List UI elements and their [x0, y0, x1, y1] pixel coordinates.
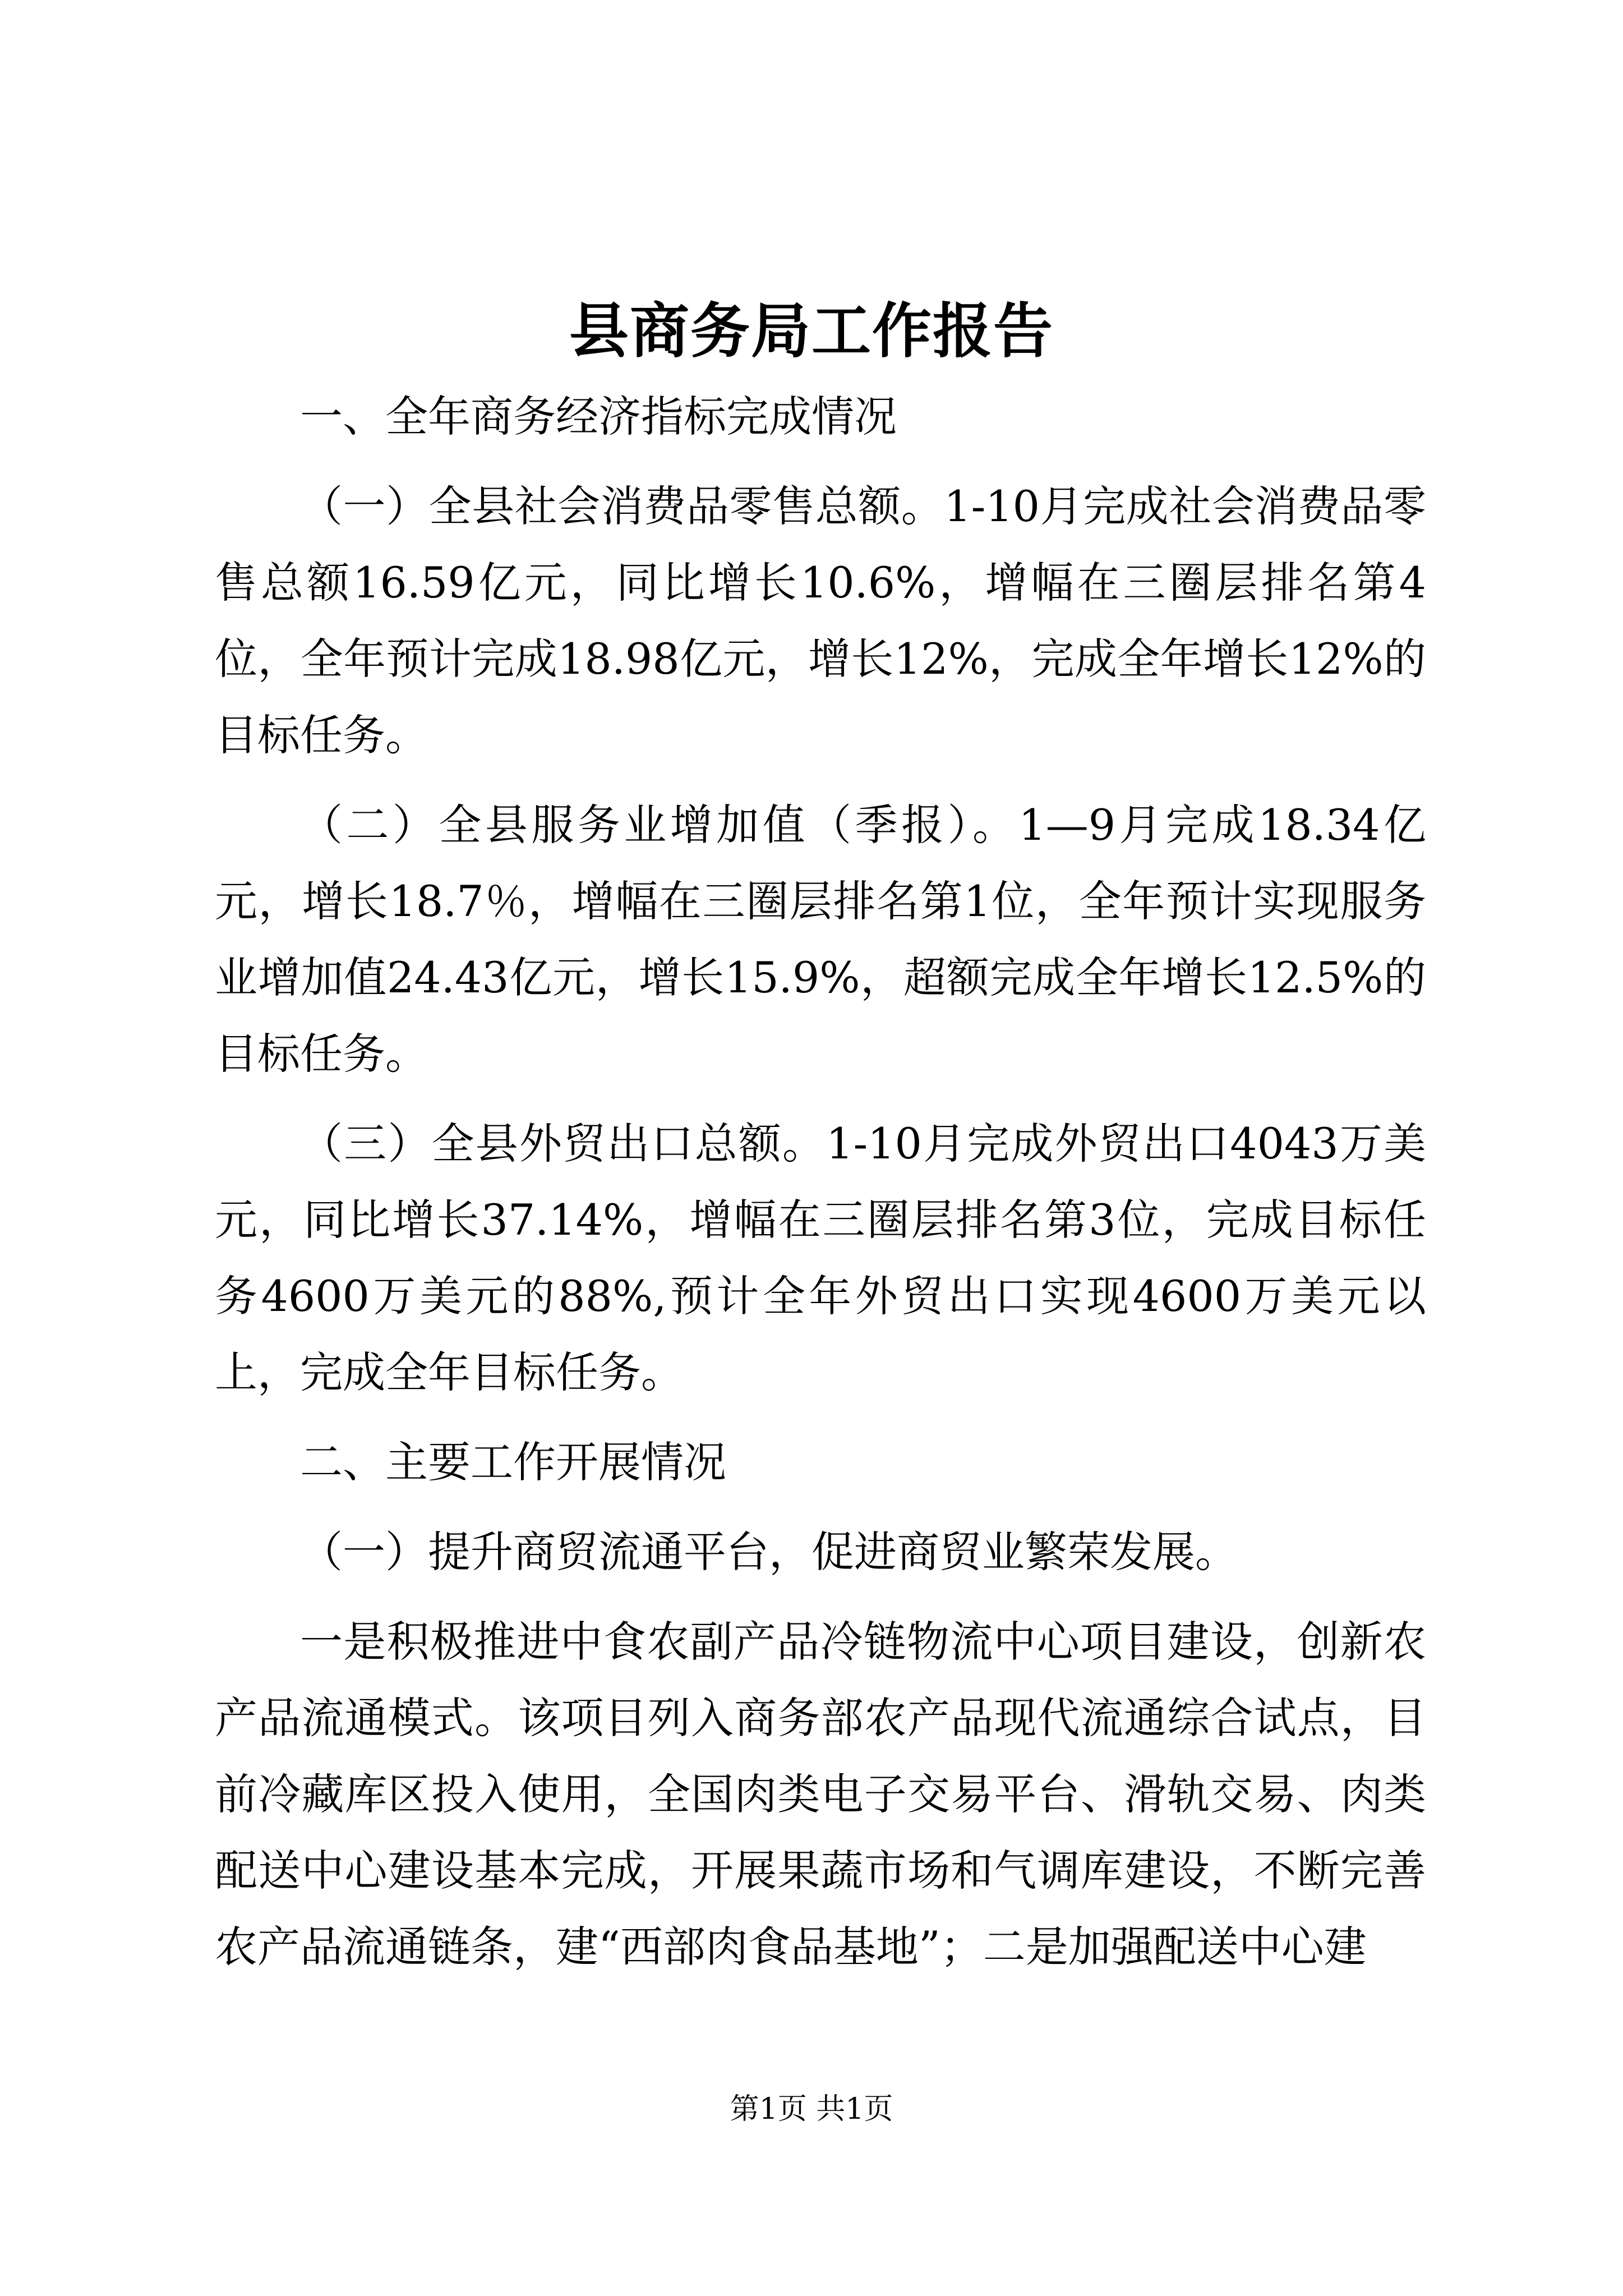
- paragraph-foreign-trade: （三）全县外贸出口总额。1-10月完成外贸出口4043万美元，同比增长37.14%，增幅在三圈层排名第3位，完成目标任务4600万美元的88%,预计全年外贸出口实现4600万美元以上，完成全年目标任务。: [215, 1119, 1426, 1397]
- document-body: [215, 379, 1426, 1999]
- paragraph-service-industry: （二）全县服务业增加值（季报）。1—9月完成18.34亿元，增长18.7％，增幅在三圈层排名第1位，全年预计实现服务业增加值24.43亿元，增长15.9%，超额完成全年增长12.5%的目标任务。: [215, 800, 1426, 1079]
- paragraph-cold-chain: 一是积极推进中食农副产品冷链物流中心项目建设，创新农产品流通模式。该项目列入商务部农产品现代流通综合试点，目前冷藏库区投入使用，全国肉类电子交易平台、滑轨交易、肉类配送中心建设基本完成，开展果蔬市场和气调库建设，不断完善农产品流通链条，建“西部肉食品基地”；二是加强配送中心建: [215, 1617, 1426, 1972]
- page-footer: 第1页 共1页: [730, 2092, 893, 2126]
- section-heading-1: 一、全年商务经济指标完成情况: [300, 392, 897, 441]
- section-heading-2: 二、主要工作开展情况: [300, 1437, 726, 1487]
- paragraph-retail-sales: （一）全县社会消费品零售总额。1-10月完成社会消费品零售总额16.59亿元，同比增长10.6%，增幅在三圈层排名第4位，全年预计完成18.98亿元，增长12%，完成全年增长12%的目标任务。: [215, 481, 1426, 760]
- subsection-heading-1: （一）提升商贸流通平台，促进商贸业繁荣发展。: [300, 1527, 1238, 1577]
- document-title: 县商务局工作报告: [569, 296, 1054, 366]
